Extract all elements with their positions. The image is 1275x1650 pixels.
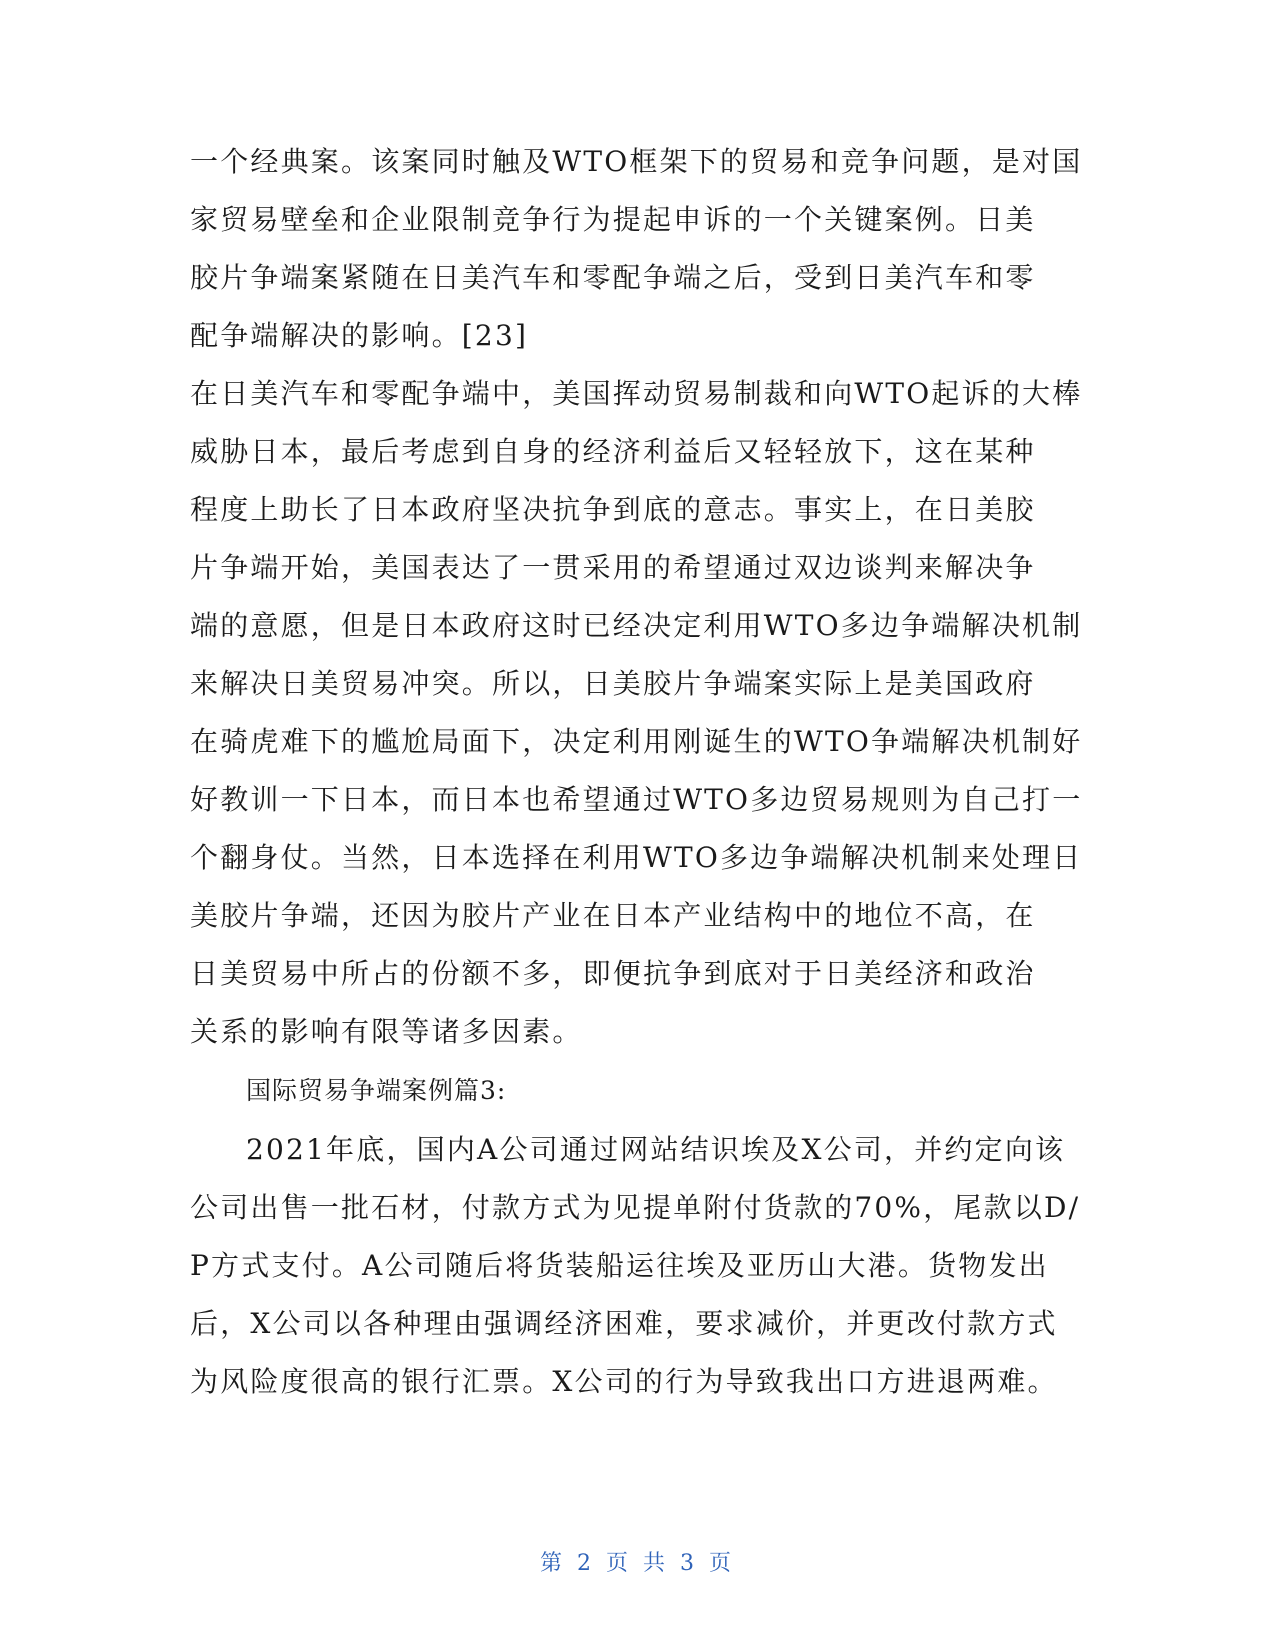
- text-line: 端的意愿，但是日本政府这时已经决定利用WTO多边争端解决机制: [190, 609, 1083, 642]
- text-line: 个翻身仗。当然，日本选择在利用WTO多边争端解决机制来处理日: [190, 841, 1083, 874]
- text-line: 配争端解决的影响。[23]: [190, 319, 529, 352]
- footer-page-word: 页: [605, 1551, 632, 1576]
- text-line: 日美贸易中所占的份额不多，即便抗争到底对于日美经济和政治: [190, 957, 1036, 990]
- text-line: P方式支付。A公司随后将货装船运往埃及亚历山大港。货物发出: [190, 1249, 1049, 1282]
- text-line: 威胁日本，最后考虑到自身的经济利益后又轻轻放下，这在某种: [190, 435, 1036, 468]
- text-line: 片争端开始，美国表达了一贯采用的希望通过双边谈判来解决争: [190, 551, 1036, 584]
- footer-prefix: 第: [539, 1551, 566, 1576]
- text-line: 家贸易壁垒和企业限制竞争行为提起申诉的一个关键案例。日美: [190, 203, 1036, 236]
- text-line: 来解决日美贸易冲突。所以，日美胶片争端案实际上是美国政府: [190, 667, 1036, 700]
- text-line: 2021年底，国内A公司通过网站结识埃及X公司，并约定向该: [246, 1133, 1066, 1166]
- text-line: 胶片争端案紧随在日美汽车和零配争端之后，受到日美汽车和零: [190, 261, 1036, 294]
- text-line: 好教训一下日本，而日本也希望通过WTO多边贸易规则为自己打一: [190, 783, 1083, 816]
- text-line: 美胶片争端，还因为胶片产业在日本产业结构中的地位不高，在: [190, 899, 1036, 932]
- text-line: 一个经典案。该案同时触及WTO框架下的贸易和竞争问题，是对国: [190, 145, 1083, 178]
- footer-suffix: 页: [709, 1551, 736, 1576]
- text-line: 公司出售一批石材，付款方式为见提单附付货款的70%，尾款以D/: [190, 1191, 1081, 1224]
- text-line: 程度上助长了日本政府坚决抗争到底的意志。事实上，在日美胶: [190, 493, 1036, 526]
- section-heading: 国际贸易争端案例篇3:: [246, 1076, 507, 1105]
- footer-total-word: 共: [643, 1551, 670, 1576]
- footer-current-page: 2: [576, 1551, 595, 1576]
- text-line: 为风险度很高的银行汇票。X公司的行为导致我出口方进退两难。: [190, 1365, 1058, 1398]
- text-line: 后，X公司以各种理由强调经济困难，要求减价，并更改付款方式: [190, 1307, 1058, 1340]
- text-line: 在日美汽车和零配争端中，美国挥动贸易制裁和向WTO起诉的大棒: [190, 377, 1083, 410]
- page-footer: [0, 1546, 1275, 1577]
- text-line: 关系的影响有限等诸多因素。: [190, 1015, 583, 1048]
- text-line: 在骑虎难下的尴尬局面下，决定利用刚诞生的WTO争端解决机制好: [190, 725, 1083, 758]
- footer-total-pages: 3: [680, 1551, 699, 1576]
